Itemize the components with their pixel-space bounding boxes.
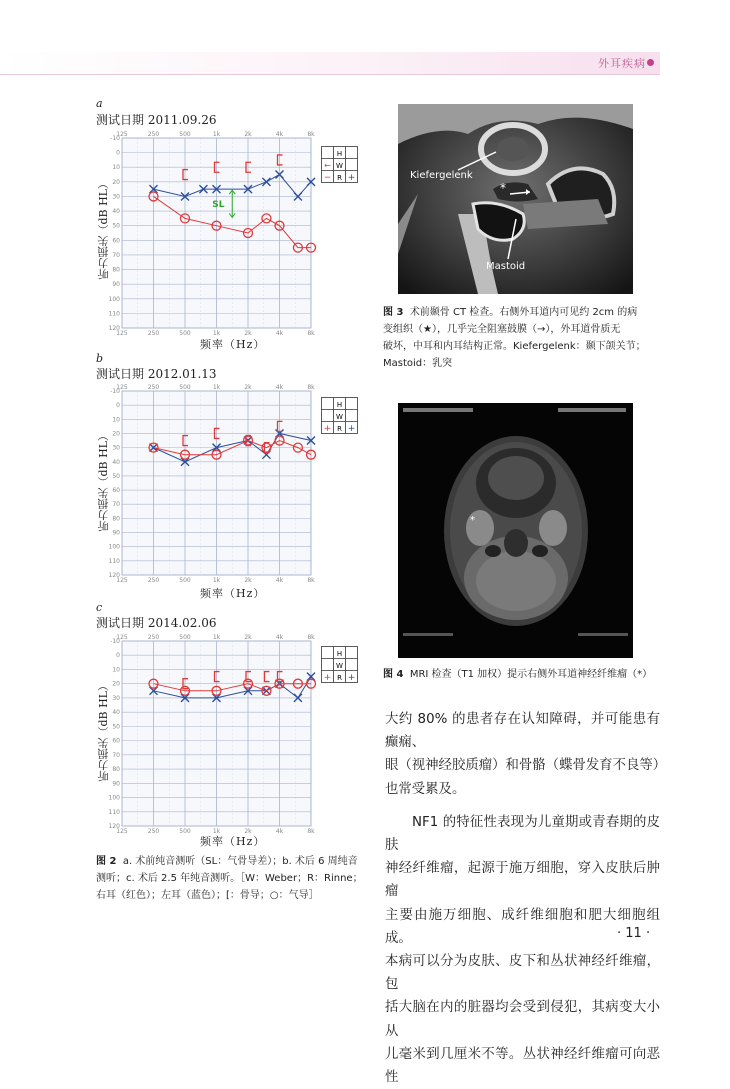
x-tick-label-bottom: 4k: [275, 330, 284, 337]
x-tick-label-top: 2k: [244, 384, 252, 391]
page-number: · 11 ·: [617, 926, 651, 941]
figure3-caption-line2: 变组织（★），几乎完全阻塞鼓膜（→），外耳道骨质无: [383, 324, 621, 335]
legend-h: H: [336, 150, 343, 158]
legend-plus-red-icon: +: [323, 673, 332, 683]
x-axis-title-a: 频率（Hz）: [200, 338, 266, 351]
x-tick-label-top: 500: [179, 634, 191, 641]
x-tick-label-bottom: 125: [116, 828, 128, 835]
figure2-caption-line3: 右耳（红色）；左耳（蓝色）；[：骨导；○：气导］: [96, 890, 319, 901]
ct-scan-drawing: [398, 104, 633, 294]
y-tick-label: 30: [112, 444, 120, 452]
legend-plus-icon: +: [347, 173, 356, 183]
panel-letter-a: a: [96, 97, 103, 110]
body-p2-line3: 主要由施万细胞、成纤维细胞和肥大细胞组成。: [385, 907, 660, 946]
y-tick-label: 40: [112, 709, 120, 717]
x-tick-label-bottom: 250: [147, 330, 160, 337]
test-date-b: 测试日期 2012.01.13: [96, 367, 217, 381]
y-tick-label: 30: [112, 694, 120, 702]
body-p2-line4: 本病可以分为皮肤、皮下和丛状神经纤维瘤，包: [385, 954, 660, 993]
legend-left-arrow-icon: ←: [324, 161, 331, 170]
y-tick-label: -10: [110, 135, 120, 142]
y-tick-label: 20: [112, 680, 120, 688]
figure3-caption-line3: 破坏，中耳和内耳结构正常。Kiefergelenk：颞下颌关节；: [383, 341, 646, 352]
legend-box-b: [321, 397, 358, 434]
x-tick-label-bottom: 125: [116, 330, 128, 337]
x-tick-label-top: 8k: [307, 634, 315, 641]
figure3-label: 图 3: [383, 307, 404, 318]
x-tick-label-bottom: 125: [116, 577, 128, 584]
y-tick-label: 60: [112, 237, 120, 245]
figure2-label: 图 2: [96, 856, 117, 867]
legend-plus-blue-icon: +: [347, 424, 356, 434]
x-tick-label-top: 250: [147, 131, 160, 138]
x-tick-label-bottom: 8k: [307, 828, 315, 835]
figure3-caption-line4: Mastoid：乳突: [383, 358, 453, 369]
x-tick-label-top: 1k: [212, 384, 221, 391]
audiogram-chart-a: [108, 128, 323, 338]
y-tick-label: 80: [112, 266, 120, 274]
x-tick-label-bottom: 250: [147, 577, 160, 584]
legend-plus-red-icon: +: [323, 424, 332, 434]
x-tick-label-top: 500: [179, 131, 191, 138]
y-tick-label: 10: [112, 416, 120, 424]
legend-plus-blue-icon: +: [347, 673, 356, 683]
ct-star-marker: *: [500, 181, 506, 195]
y-tick-label: 80: [112, 515, 120, 523]
y-tick-label: 120: [108, 823, 120, 830]
y-tick-label: 0: [116, 402, 120, 410]
y-axis-title-c: 听力损失（dB HL）: [97, 680, 110, 782]
y-tick-label: 80: [112, 766, 120, 774]
legend-minus-icon: −: [323, 173, 332, 183]
body-p1-line3: 也常受累及。: [385, 781, 466, 797]
sl-label: SL: [212, 199, 225, 210]
body-text: [385, 708, 667, 1089]
y-tick-label: 100: [108, 295, 120, 303]
x-tick-label-top: 8k: [307, 384, 315, 391]
x-tick-label-top: 8k: [307, 131, 315, 138]
x-tick-label-top: 1k: [212, 634, 221, 641]
x-tick-label-bottom: 2k: [244, 828, 252, 835]
legend-w: W: [336, 413, 343, 421]
x-tick-label-top: 250: [147, 384, 160, 391]
y-tick-label: 20: [112, 178, 120, 186]
x-axis-title-b: 频率（Hz）: [200, 587, 266, 600]
figure2-caption-line2: 测听；c. 术后 2.5 年纯音测听。［W：Weber；R：Rinne；: [96, 873, 363, 884]
y-tick-label: -10: [110, 638, 120, 645]
y-tick-label: 60: [112, 737, 120, 745]
legend-w: W: [336, 162, 343, 170]
x-tick-label-bottom: 1k: [212, 577, 221, 584]
x-tick-label-top: 4k: [275, 384, 284, 391]
y-tick-label: 70: [112, 251, 120, 259]
y-tick-label: 70: [112, 501, 120, 509]
y-tick-label: 120: [108, 325, 120, 332]
legend-w: W: [336, 662, 343, 670]
ct-label-kiefergelenk: Kiefergelenk: [410, 170, 473, 181]
y-axis-title-a: 听力损失（dB HL）: [97, 178, 110, 280]
y-axis-title-b: 听力损失（dB HL）: [97, 430, 110, 532]
x-tick-label-top: 500: [179, 384, 191, 391]
mri-star-marker: *: [470, 515, 475, 526]
x-tick-label-top: 125: [116, 634, 128, 641]
x-tick-label-top: 2k: [244, 634, 252, 641]
mri-scan-drawing: [398, 403, 633, 658]
x-tick-label-top: 4k: [275, 131, 284, 138]
y-tick-label: 100: [108, 543, 120, 551]
y-tick-label: 0: [116, 652, 120, 660]
x-tick-label-bottom: 8k: [307, 330, 315, 337]
x-tick-label-top: 2k: [244, 131, 252, 138]
section-title: 外耳疾病: [598, 57, 646, 70]
x-tick-label-bottom: 500: [179, 330, 191, 337]
body-p2-line2: 神经纤维瘤，起源于施万细胞，穿入皮肤后肿瘤: [385, 861, 660, 900]
x-tick-label-bottom: 500: [179, 577, 191, 584]
panel-letter-c: c: [96, 601, 103, 614]
body-p2-line6: 儿毫米到几厘米不等。丛状神经纤维瘤可向恶性: [385, 1046, 660, 1086]
ct-scan-image: [398, 104, 633, 294]
panel-letter-b: b: [96, 352, 104, 365]
body-p1-line2: 眼（视神经胶质瘤）和骨骼（蝶骨发育不良等）: [385, 758, 667, 774]
legend-r: R: [337, 425, 342, 433]
audiogram-chart-b: [108, 381, 323, 585]
x-tick-label-bottom: 2k: [244, 330, 252, 337]
figure4-caption-text: MRI 检查（T1 加权）提示右侧外耳道神经纤维瘤（*）: [409, 669, 653, 680]
ct-label-mastoid: Mastoid: [486, 261, 526, 272]
x-tick-label-top: 250: [147, 634, 160, 641]
y-tick-label: 90: [112, 780, 120, 788]
figure3-caption-line1: 术前颞骨 CT 检查。右侧外耳道内可见约 2cm 的病: [409, 307, 638, 318]
x-tick-label-bottom: 250: [147, 828, 160, 835]
y-tick-label: 50: [112, 723, 120, 731]
y-tick-label: 10: [112, 666, 120, 674]
y-tick-label: 60: [112, 487, 120, 495]
y-tick-label: 20: [112, 430, 120, 438]
legend-box-c: [321, 646, 358, 683]
x-tick-label-bottom: 8k: [307, 577, 315, 584]
body-p1-line1: 大约 80% 的患者存在认知障碍，并可能患有癫痫、: [385, 712, 660, 751]
y-tick-label: 30: [112, 193, 120, 201]
running-header-bar: [0, 52, 660, 75]
test-date-a: 测试日期 2011.09.26: [96, 113, 217, 127]
x-tick-label-bottom: 4k: [275, 577, 284, 584]
y-tick-label: 40: [112, 458, 120, 466]
x-axis-title-c: 频率（Hz）: [200, 835, 266, 848]
body-p2-line5: 括大脑在内的脏器均会受到侵犯，其病变大小从: [385, 1000, 660, 1039]
x-tick-label-bottom: 1k: [212, 828, 221, 835]
x-tick-label-bottom: 2k: [244, 577, 252, 584]
x-tick-label-top: 125: [116, 384, 128, 391]
y-tick-label: 90: [112, 529, 120, 537]
figure4-label: 图 4: [383, 669, 404, 680]
header-dot-icon: [647, 59, 654, 66]
x-tick-label-bottom: 500: [179, 828, 191, 835]
test-date-c: 测试日期 2014.02.06: [96, 616, 217, 630]
y-tick-label: 50: [112, 472, 120, 480]
y-tick-label: 10: [112, 164, 120, 172]
y-tick-label: 120: [108, 572, 120, 579]
y-tick-label: 50: [112, 222, 120, 230]
figure2-caption: [96, 853, 366, 904]
x-tick-label-bottom: 1k: [212, 330, 221, 337]
legend-h: H: [336, 650, 343, 658]
legend-h: H: [336, 401, 343, 409]
legend-r: R: [337, 674, 342, 682]
x-tick-label-top: 1k: [212, 131, 221, 138]
y-tick-label: 110: [108, 310, 120, 318]
y-tick-label: 0: [116, 149, 120, 157]
figure4-caption: [383, 666, 663, 683]
audiogram-chart-c: [108, 631, 323, 836]
mri-scan-image: [398, 403, 633, 658]
y-tick-label: 90: [112, 281, 120, 289]
y-tick-label: 100: [108, 794, 120, 802]
figure2-caption-line1: a. 术前纯音测听（SL：气骨导差）；b. 术后 6 周纯音: [122, 856, 358, 867]
x-tick-label-top: 4k: [275, 634, 284, 641]
y-tick-label: 110: [108, 808, 120, 816]
y-tick-label: 110: [108, 557, 120, 565]
figure3-caption: [383, 304, 663, 372]
y-tick-label: 40: [112, 208, 120, 216]
legend-box-a: [321, 146, 358, 183]
y-tick-label: 70: [112, 751, 120, 759]
legend-r: R: [337, 174, 342, 182]
x-tick-label-top: 125: [116, 131, 128, 138]
x-tick-label-bottom: 4k: [275, 828, 284, 835]
body-p2-line1: NF1 的特征性表现为儿童期或青春期的皮肤: [385, 814, 660, 854]
y-tick-label: -10: [110, 388, 120, 395]
